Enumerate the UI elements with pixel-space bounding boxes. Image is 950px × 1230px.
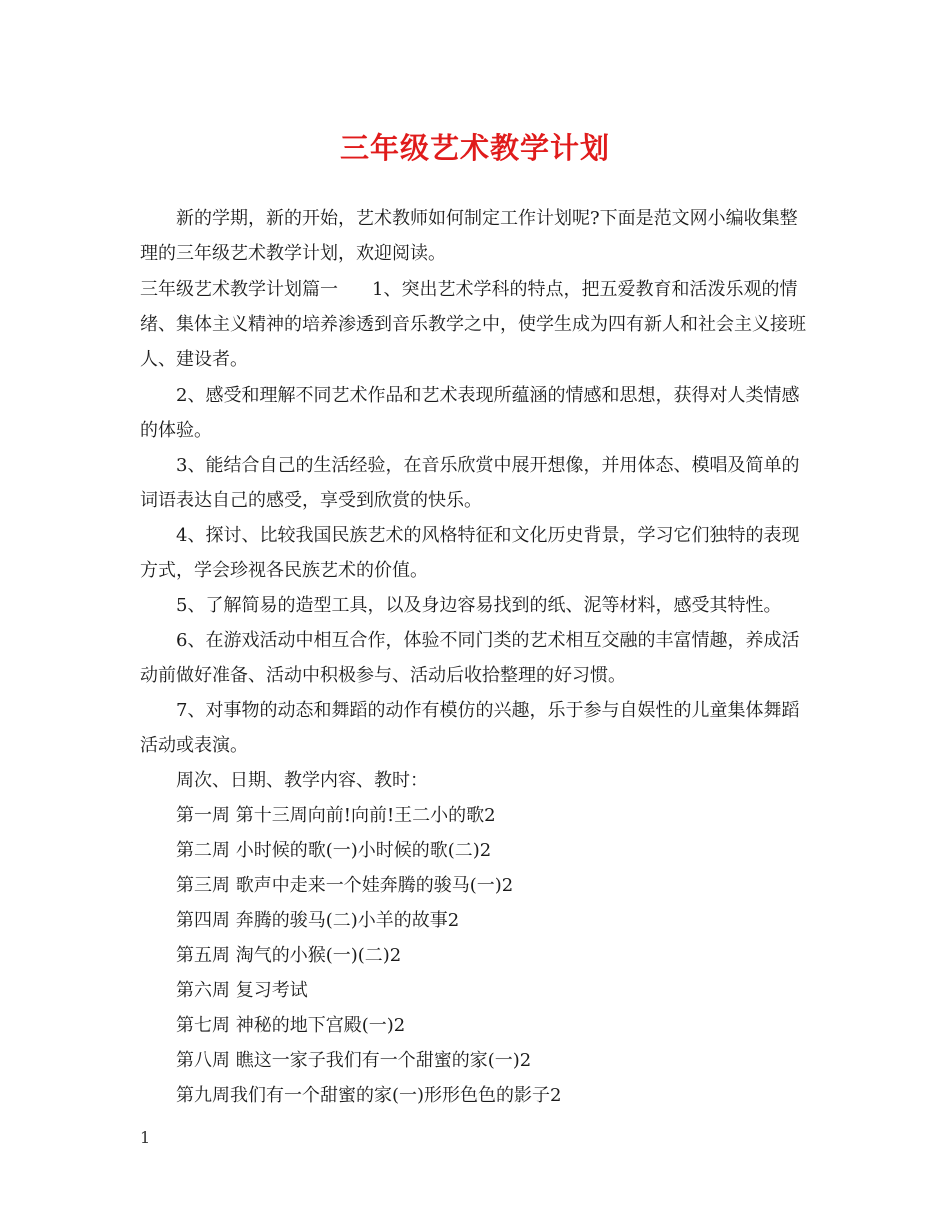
point-3: 3、能结合自己的生活经验，在音乐欣赏中展开想像，并用体态、模唱及简单的词语表达自己的感受，享受到欣赏的快乐。 bbox=[140, 455, 800, 511]
intro-paragraph: 新的学期，新的开始，艺术教师如何制定工作计划呢?下面是范文网小编收集整理的三年级艺术教学计划，欢迎阅读。 bbox=[140, 208, 798, 264]
week-row: 第七周 神秘的地下宫殿(一)2 bbox=[176, 1015, 406, 1036]
document-title: 三年级艺术教学计划 bbox=[339, 131, 610, 165]
page-number: 1 bbox=[140, 1128, 151, 1147]
week-row: 第八周 瞧这一家子我们有一个甜蜜的家(一)2 bbox=[176, 1050, 532, 1071]
point-5: 5、了解简易的造型工具，以及身边容易找到的纸、泥等材料，感受其特性。 bbox=[176, 595, 782, 616]
section-paragraph bbox=[140, 272, 812, 377]
week-row: 第九周我们有一个甜蜜的家(一)形形色色的影子2 bbox=[176, 1085, 562, 1106]
week-row: 第二周 小时候的歌(一)小时候的歌(二)2 bbox=[176, 840, 492, 861]
week-row: 第四周 奔腾的骏马(二)小羊的故事2 bbox=[176, 910, 460, 931]
week-row: 第一周 第十三周向前!向前!王二小的歌2 bbox=[176, 805, 496, 826]
section-label: 三年级艺术教学计划篇一 bbox=[140, 279, 338, 300]
point-7: 7、对事物的动态和舞蹈的动作有模仿的兴趣，乐于参与自娱性的儿童集体舞蹈活动或表演。 bbox=[140, 700, 800, 756]
point-4: 4、探讨、比较我国民族艺术的风格特征和文化历史背景，学习它们独特的表现方式，学会珍视各民族艺术的价值。 bbox=[140, 525, 800, 581]
week-row: 第五周 淘气的小猴(一)(二)2 bbox=[176, 945, 402, 966]
schedule-header: 周次、日期、教学内容、教时： bbox=[176, 770, 428, 791]
point-2: 2、感受和理解不同艺术作品和艺术表现所蕴涵的情感和思想，获得对人类情感的体验。 bbox=[140, 385, 800, 441]
point-1: 1、突出艺术学科的特点，把五爱教育和活泼乐观的情绪、集体主义精神的培养渗透到音乐教学之中，使学生成为四有新人和社会主义接班人、建设者。 bbox=[140, 279, 806, 370]
week-row: 第六周 复习考试 bbox=[176, 980, 308, 1001]
week-row: 第三周 歌声中走来一个娃奔腾的骏马(一)2 bbox=[176, 875, 514, 896]
point-6: 6、在游戏活动中相互合作，体验不同门类的艺术相互交融的丰富情趣，养成活动前做好准备、活动中积极参与、活动后收拾整理的好习惯。 bbox=[140, 630, 800, 686]
